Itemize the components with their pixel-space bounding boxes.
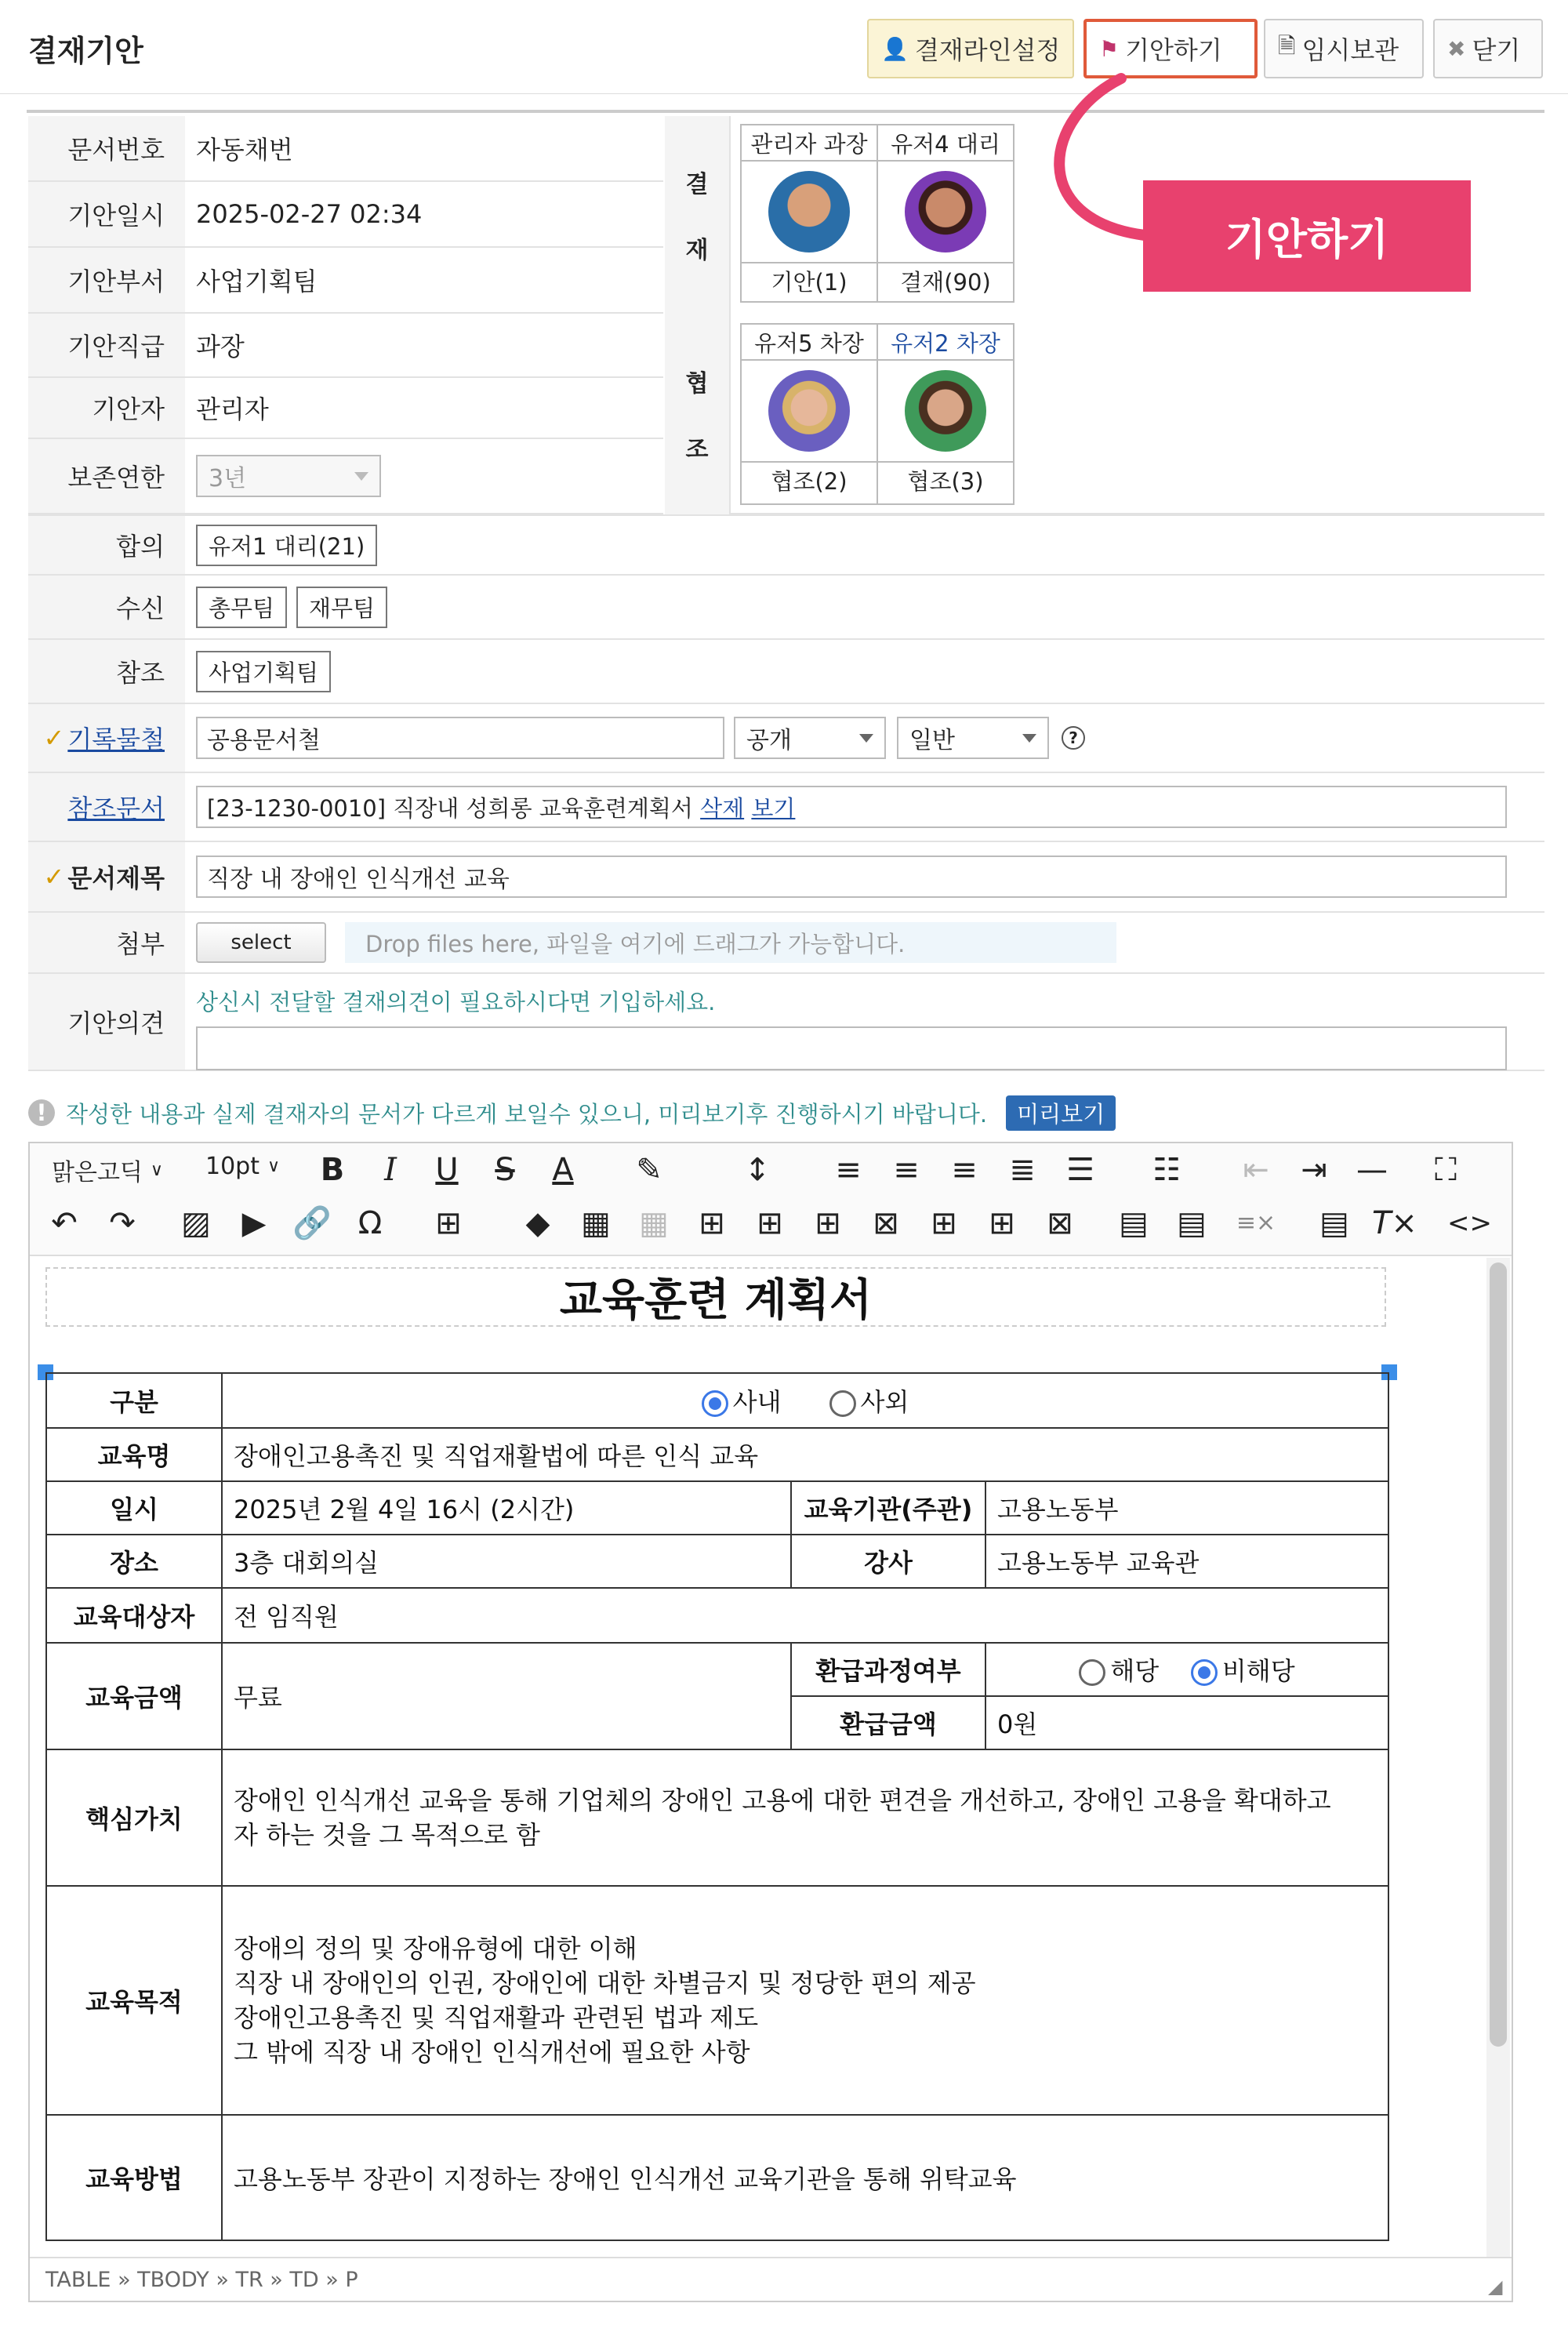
radio-empty-icon[interactable] bbox=[1079, 1659, 1105, 1686]
insert-col-icon[interactable]: ⊞ bbox=[757, 1205, 783, 1241]
dept-value: 사업기획팀 bbox=[185, 248, 663, 314]
doc-cell-label: 일시 bbox=[46, 1481, 222, 1535]
editor-statusbar: TABLE » TBODY » TR » TD » P bbox=[30, 2257, 1512, 2301]
save-icon: 🗎 bbox=[1278, 33, 1296, 59]
doc-cell-value[interactable]: 고용노동부 bbox=[985, 1481, 1388, 1535]
font-family-select[interactable]: 맑은고딕 ∨ bbox=[52, 1159, 164, 1186]
video-icon[interactable]: ▶ bbox=[241, 1205, 267, 1241]
doc-cell-label: 교육명 bbox=[46, 1428, 222, 1481]
doc-cell-label: 환급과정여부 bbox=[791, 1643, 985, 1696]
insert-row-icon[interactable]: ⊞ bbox=[699, 1205, 725, 1241]
avatar bbox=[905, 370, 986, 452]
retention-select[interactable]: 3년 bbox=[196, 455, 381, 497]
align-right-icon[interactable]: ≡ bbox=[951, 1152, 978, 1188]
doc-cell-label: 구분 bbox=[46, 1373, 222, 1428]
preview-button[interactable]: 미리보기 bbox=[1006, 1095, 1116, 1131]
subject-row bbox=[185, 842, 1544, 913]
close-button[interactable]: ✖ 닫기 bbox=[1433, 19, 1543, 78]
draft-button[interactable]: ⚑ 기안하기 bbox=[1083, 19, 1258, 78]
doc-cell-label: 강사 bbox=[791, 1535, 985, 1588]
doc-cell-value[interactable]: 0원 bbox=[985, 1696, 1388, 1749]
clear-format-icon[interactable]: T× bbox=[1372, 1205, 1417, 1241]
approval-cell-1[interactable]: 관리자 과장 기안(1) bbox=[740, 124, 878, 303]
doc-cell-value[interactable]: 장애의 정의 및 장애유형에 대한 이해 직장 내 장애인의 인권, 장애인에 대한 차별금지 및 정당한 편의 제공 장애인고용촉진 및 직업재활과 관련된 법과 제도 그 밖에 직장 내 장애인 인식개선에 필요한 사항 bbox=[222, 1886, 1388, 2115]
flag-icon: ⚑ bbox=[1099, 35, 1120, 62]
visibility-select[interactable]: 공개 bbox=[734, 717, 886, 759]
rank-label: 기안직급 bbox=[28, 314, 185, 378]
source-code-icon[interactable]: <> bbox=[1447, 1208, 1492, 1239]
doc-cell-value[interactable]: 고용노동부 장관이 지정하는 장애인 인식개선 교육기관을 통해 위탁교육 bbox=[222, 2115, 1388, 2240]
split-cells-icon[interactable]: ⊠ bbox=[873, 1205, 899, 1241]
cooperation-cell-2[interactable]: 유저2 차장 협조(3) bbox=[877, 323, 1014, 505]
bold-icon[interactable]: B bbox=[320, 1152, 345, 1188]
avatar bbox=[768, 370, 850, 452]
doc-table[interactable] bbox=[45, 1372, 1389, 2241]
font-size-select[interactable]: 10pt ∨ bbox=[205, 1153, 281, 1180]
draft-date-label: 기안일시 bbox=[28, 182, 185, 248]
approval-line-button[interactable]: 👤 결재라인설정 bbox=[867, 19, 1074, 78]
chevron-down-icon: ∨ bbox=[150, 1160, 164, 1180]
retention-row bbox=[185, 439, 663, 514]
warning-icon: ! bbox=[28, 1099, 55, 1126]
drafter-value: 관리자 bbox=[185, 378, 663, 439]
refdoc-label: 참조문서 bbox=[28, 773, 185, 842]
refdoc-view-link[interactable]: 보기 bbox=[751, 794, 796, 822]
doc-cell-label: 교육방법 bbox=[46, 2115, 222, 2240]
refdoc-box: [23-1230-0010] 직장내 성희롱 교육훈련계획서 삭제 보기 bbox=[196, 786, 1507, 828]
redo-icon[interactable]: ↷ bbox=[109, 1205, 136, 1241]
attach-label: 첨부 bbox=[28, 913, 185, 974]
outdent-icon[interactable]: ⇤ bbox=[1243, 1152, 1269, 1188]
recv-label: 수신 bbox=[28, 576, 185, 640]
highlight-icon[interactable]: ✎ bbox=[636, 1152, 662, 1188]
agree-tag[interactable]: 유저1 대리(21) bbox=[196, 525, 377, 566]
doc-cell-label: 장소 bbox=[46, 1535, 222, 1588]
opinion-hint: 상신시 전달할 결재의견이 필요하시다면 기입하세요. bbox=[196, 989, 716, 1015]
indent-icon[interactable]: ⇥ bbox=[1301, 1152, 1327, 1188]
chevron-down-icon bbox=[354, 472, 368, 481]
drafter-label: 기안자 bbox=[28, 378, 185, 439]
doc-cell-label: 교육금액 bbox=[46, 1643, 222, 1749]
subject-label: ✓ 문서제목 bbox=[28, 842, 185, 913]
underline-icon[interactable]: U bbox=[435, 1152, 459, 1188]
doc-cell-label: 환급금액 bbox=[791, 1696, 985, 1749]
image-icon[interactable]: ▨ bbox=[181, 1205, 211, 1241]
numbered-list-icon[interactable]: ☷ bbox=[1152, 1152, 1181, 1188]
radio-selected-icon[interactable] bbox=[1191, 1659, 1218, 1686]
ref-row bbox=[185, 640, 1544, 704]
record-row bbox=[185, 704, 1544, 773]
agree-row bbox=[185, 514, 1544, 576]
subject-input[interactable]: 직장 내 장애인 인식개선 교육 bbox=[196, 856, 1507, 898]
strikethrough-icon[interactable]: S bbox=[495, 1152, 515, 1188]
avatar bbox=[905, 171, 986, 252]
record-label: ✓ 기록물철 bbox=[28, 704, 185, 773]
doc-cell-value[interactable]: 장애인고용촉진 및 직업재활법에 따른 인식 교육 bbox=[222, 1428, 1388, 1481]
delete-table-icon[interactable]: ▤ bbox=[1319, 1205, 1349, 1241]
doc-cell-value[interactable]: 2025년 2월 4일 16시 (2시간) bbox=[222, 1481, 791, 1535]
select-file-button[interactable]: select bbox=[196, 922, 326, 963]
retention-label: 보존연한 bbox=[28, 439, 185, 514]
callout-label: 기안하기 bbox=[1143, 180, 1471, 292]
cooperation-side-label: 협 조 bbox=[665, 314, 729, 514]
delete-col-icon[interactable]: ⊞ bbox=[989, 1205, 1015, 1241]
check-icon: ✓ bbox=[43, 723, 65, 753]
align-center-icon[interactable]: ≡ bbox=[893, 1152, 920, 1188]
remove-format-icon[interactable]: ≡× bbox=[1236, 1209, 1276, 1237]
opinion-input[interactable] bbox=[196, 1026, 1507, 1070]
refund-radios[interactable]: 해당 비해당 bbox=[985, 1643, 1388, 1696]
agree-label: 합의 bbox=[28, 514, 185, 576]
delete-cell-icon[interactable]: ⊠ bbox=[1047, 1205, 1073, 1241]
check-icon: ✓ bbox=[43, 862, 65, 892]
refdoc-row bbox=[185, 773, 1544, 842]
recv-row bbox=[185, 576, 1544, 640]
special-char-icon[interactable]: Ω bbox=[358, 1205, 383, 1241]
doc-cell-value[interactable]: 전 임직원 bbox=[222, 1588, 1388, 1643]
align-left-icon[interactable]: ≡ bbox=[835, 1152, 862, 1188]
merge-cells-icon[interactable]: ⊞ bbox=[815, 1205, 841, 1241]
table-props-icon[interactable]: ▤ bbox=[1119, 1205, 1149, 1241]
category-select[interactable]: 일반 bbox=[897, 717, 1049, 759]
cooperation-cell-1[interactable]: 유저5 차장 협조(2) bbox=[740, 323, 878, 505]
rank-value: 과장 bbox=[185, 314, 663, 378]
resize-grip-icon[interactable]: ◢ bbox=[1488, 2276, 1503, 2298]
notice: ! 작성한 내용과 실제 결재자의 문서가 다르게 보일수 있으니, 미리보기후 진행하시기 바랍니다. 미리보기 bbox=[28, 1093, 1283, 1132]
table-row-props-icon[interactable]: ▤ bbox=[1177, 1205, 1207, 1241]
user-settings-icon: 👤 bbox=[881, 35, 909, 62]
line-height-icon[interactable]: ↕ bbox=[744, 1152, 771, 1188]
cell-style-icon[interactable]: ▦ bbox=[639, 1205, 669, 1241]
undo-icon[interactable]: ↶ bbox=[51, 1205, 78, 1241]
font-color-icon[interactable]: A bbox=[552, 1152, 574, 1188]
approval-side-label: 결 재 bbox=[665, 116, 729, 314]
ref-label: 참조 bbox=[28, 640, 185, 704]
file-drop-zone[interactable]: Drop files here, 파일을 여기에 드래그가 가능합니다. bbox=[345, 922, 1116, 963]
attach-row bbox=[185, 913, 1544, 974]
bullet-list-icon[interactable]: ☰ bbox=[1066, 1152, 1094, 1188]
help-icon[interactable]: ? bbox=[1062, 726, 1085, 750]
doc-cell-label: 교육대상자 bbox=[46, 1588, 222, 1643]
horizontal-rule-icon[interactable]: — bbox=[1356, 1152, 1388, 1188]
opinion-label: 기안의견 bbox=[28, 974, 185, 1071]
recv-tag[interactable]: 총무팀 bbox=[196, 587, 287, 628]
opinion-row bbox=[185, 974, 1544, 1071]
chevron-down-icon: ∨ bbox=[267, 1157, 281, 1176]
record-input[interactable]: 공용문서철 bbox=[196, 717, 724, 759]
link-icon[interactable]: 🔗 bbox=[292, 1205, 332, 1241]
table-icon[interactable]: ⊞ bbox=[435, 1205, 462, 1241]
doc-cell-value[interactable]: 장애인 인식개선 교육을 통해 기업체의 장애인 고용에 대한 편견을 개선하고, 장애인 고용을 확대하고 자 하는 것을 그 목적으로 함 bbox=[222, 1749, 1388, 1886]
doc-no-label: 문서번호 bbox=[28, 116, 185, 182]
education-type-radios[interactable]: 사내 사외 bbox=[222, 1373, 1388, 1428]
cell-color-icon[interactable]: ◆ bbox=[525, 1205, 550, 1241]
close-icon: ✖ bbox=[1447, 35, 1466, 62]
cell-border-icon[interactable]: ▦ bbox=[581, 1205, 611, 1241]
ref-tag[interactable]: 사업기획팀 bbox=[196, 651, 331, 692]
delete-row-icon[interactable]: ⊞ bbox=[931, 1205, 957, 1241]
temp-save-button[interactable]: 🗎 임시보관 bbox=[1264, 19, 1424, 78]
radio-selected-icon[interactable] bbox=[702, 1390, 728, 1417]
chevron-down-icon bbox=[859, 734, 873, 743]
avatar bbox=[768, 171, 850, 252]
doc-cell-value[interactable]: 고용노동부 교육관 bbox=[985, 1535, 1388, 1588]
doc-no-value: 자동채번 bbox=[185, 116, 663, 182]
doc-cell-label: 핵심가치 bbox=[46, 1749, 222, 1886]
fullscreen-icon[interactable]: ⛶ bbox=[1435, 1152, 1457, 1188]
approval-cell-2[interactable]: 유저4 대리 결재(90) bbox=[877, 124, 1014, 303]
doc-cell-label: 교육기관(주관) bbox=[791, 1481, 985, 1535]
doc-cell-value[interactable]: 3층 대회의실 bbox=[222, 1535, 791, 1588]
page-title: 결재기안 bbox=[28, 34, 143, 68]
radio-empty-icon[interactable] bbox=[829, 1390, 856, 1417]
scrollbar-thumb[interactable] bbox=[1490, 1262, 1507, 2047]
italic-icon[interactable]: I bbox=[384, 1152, 397, 1188]
refdoc-delete-link[interactable]: 삭제 bbox=[700, 794, 745, 822]
recv-tag[interactable]: 재무팀 bbox=[296, 587, 387, 628]
doc-cell-label: 교육목적 bbox=[46, 1886, 222, 2115]
chevron-down-icon bbox=[1022, 734, 1036, 743]
align-justify-icon[interactable]: ≣ bbox=[1009, 1152, 1036, 1188]
dept-label: 기안부서 bbox=[28, 248, 185, 314]
doc-title[interactable]: 교육훈련 계획서 bbox=[45, 1267, 1386, 1327]
draft-date-value: 2025-02-27 02:34 bbox=[185, 182, 663, 248]
doc-cell-value[interactable]: 무료 bbox=[222, 1643, 791, 1749]
